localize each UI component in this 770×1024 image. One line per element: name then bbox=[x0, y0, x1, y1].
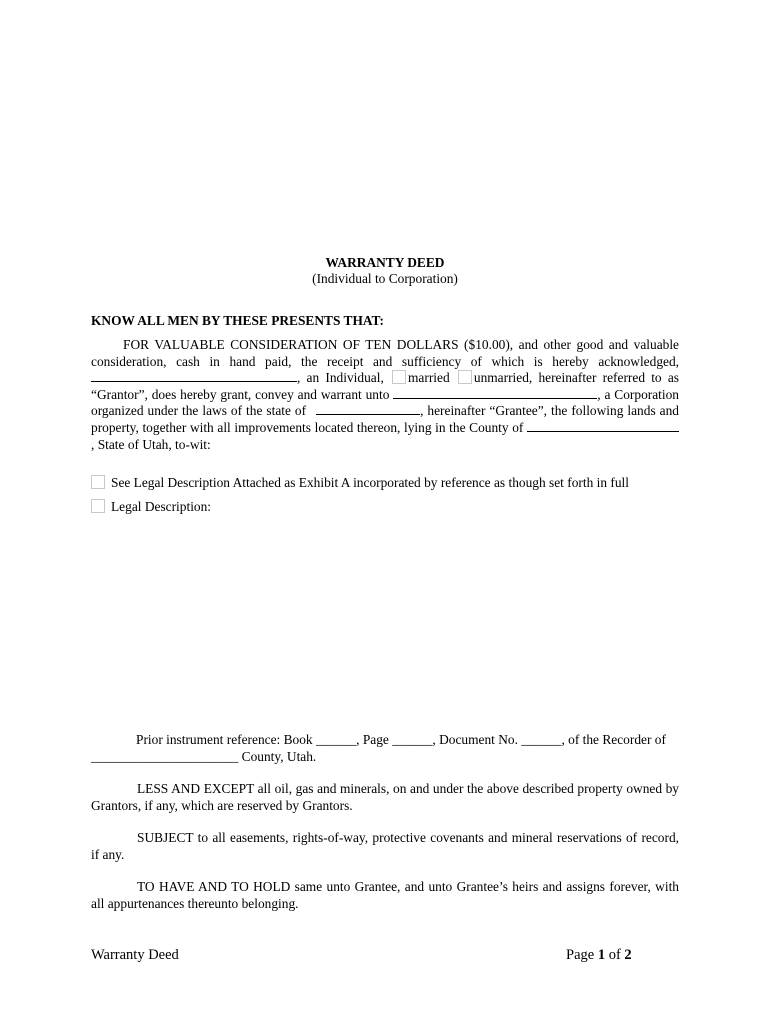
exhibit-option bbox=[91, 474, 691, 492]
footer-document-name: Warranty Deed bbox=[91, 947, 179, 963]
unmarried-checkbox[interactable] bbox=[458, 370, 472, 384]
state-field[interactable] bbox=[316, 403, 420, 415]
legal-description-label: Legal Description: bbox=[111, 499, 212, 514]
corporation-text: Corporation organized under the laws of the state of bbox=[91, 386, 679, 419]
grantor-clause-text: “Grantor”, does hereby grant, convey and warrant unto bbox=[91, 386, 390, 402]
footer-page-number: Page 1 of 2 bbox=[566, 947, 632, 963]
exhibit-checkbox[interactable] bbox=[91, 475, 105, 489]
less-except-paragraph: LESS AND EXCEPT all oil, gas and minerals, on and under the above described property owned by Grantors, if any, which are reserved by Grantors. bbox=[91, 781, 679, 813]
a-text: , a bbox=[597, 386, 611, 402]
grantee-clause-text: , hereinafter “Grantee”, the following lands and property, together with all improvements located thereon, lying in the County of bbox=[91, 403, 679, 435]
document-title: WARRANTY DEED bbox=[325, 255, 445, 270]
legal-description-option bbox=[91, 498, 691, 516]
total-pages: 2 bbox=[624, 947, 632, 963]
habendum-paragraph: TO HAVE AND TO HOLD same unto Grantee, and unto Grantee’s heirs and assigns forever, with all appurtenances thereunto belonging. bbox=[91, 879, 679, 911]
grantor-name-field[interactable] bbox=[91, 370, 297, 382]
consideration-text: FOR VALUABLE CONSIDERATION OF TEN DOLLARS ($10.00), and other good and valuable consideration, cash in hand paid, the receipt and sufficiency of which is hereby acknowledged, bbox=[91, 337, 679, 369]
married-label: married bbox=[408, 370, 450, 386]
consideration-paragraph bbox=[91, 337, 679, 453]
county-field[interactable] bbox=[527, 420, 679, 432]
an-individual-text: , an Individual, bbox=[297, 370, 384, 386]
unmarried-label: unmarried, hereinafter referred to as bbox=[473, 370, 679, 386]
prior-instrument-line1: Prior instrument reference: Book ______, Page ______, Document No. ______, of the Recorder of bbox=[136, 732, 666, 747]
prior-instrument-paragraph bbox=[91, 732, 679, 765]
exhibit-label: See Legal Description Attached as Exhibit A incorporated by reference as though set forth in full bbox=[111, 475, 629, 490]
preamble-heading: KNOW ALL MEN BY THESE PRESENTS THAT: bbox=[91, 313, 384, 328]
subject-paragraph: SUBJECT to all easements, rights-of-way, protective covenants and mineral reservations of record, if any. bbox=[91, 830, 679, 862]
married-checkbox[interactable] bbox=[392, 370, 406, 384]
document-subtitle: (Individual to Corporation) bbox=[312, 271, 458, 286]
prior-instrument-line2: ______________________ County, Utah. bbox=[91, 748, 317, 764]
current-page: 1 bbox=[597, 947, 606, 963]
state-clause-text: , State of Utah, to-wit: bbox=[91, 436, 211, 452]
grantee-name-field[interactable] bbox=[393, 387, 597, 399]
legal-description-checkbox[interactable] bbox=[91, 499, 105, 513]
